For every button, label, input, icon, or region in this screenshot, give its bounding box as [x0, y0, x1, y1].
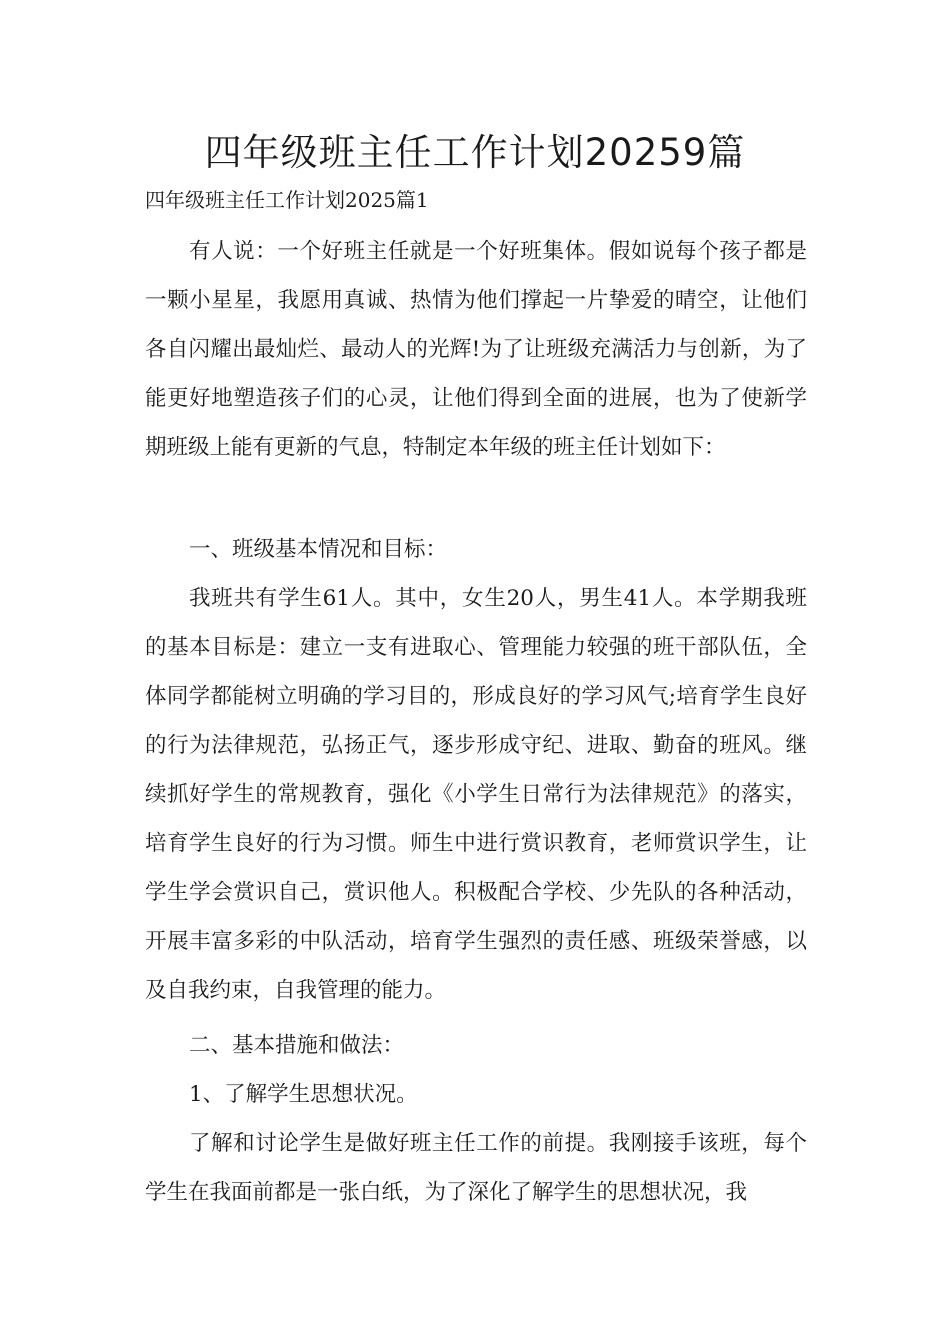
section-heading-class-situation: 一、班级基本情况和目标： [189, 537, 448, 562]
paragraph-intro: 有人说：一个好班主任就是一个好班集体。假如说每个孩子都是一颗小星星，我愿用真诚、热情为他们撑起一片挚爱的晴空，让他们各自闪耀出最灿烂、最动人的光辉!为了让班级充满活力与创新，为了能更好地塑造孩子们的心灵，让他们得到全面的进展，也为了使新学期班级上能有更新的气息，特制定本年级的班主任计划如下： [145, 239, 807, 460]
document-subtitle: 四年级班主任工作计划2025篇1 [145, 188, 429, 212]
paragraph-class-goals: 我班共有学生61人。其中，女生20人，男生41人。本学期我班的基本目标是：建立一支有进取心、管理能力较强的班干部队伍，全体同学都能树立明确的学习目的，形成良好的学习风气;培育学生良好的行为法律规范，弘扬正气，逐步形成守纪、进取、勤奋的班风。继续抓好学生的常规教育，强化《小学生日常行为法律规范》的落实，培育学生良好的行为习惯。师生中进行赏识教育，老师赏识学生，让学生学会赏识自己，赏识他人。积极配合学校、少先队的各种活动，开展丰富多彩的中队活动，培育学生强烈的责任感、班级荣誉感，以及自我约束，自我管理的能力。 [145, 586, 807, 1003]
subsection-heading-understand-students: 1、了解学生思想状况。 [189, 1082, 418, 1107]
paragraph-understand-students: 了解和讨论学生是做好班主任工作的前提。我刚接手该班，每个学生在我面前都是一张白纸，为了深化了解学生的思想状况，我 [145, 1131, 807, 1205]
document-title: 四年级班主任工作计划20259篇 [204, 131, 746, 174]
section-heading-measures: 二、基本措施和做法： [189, 1033, 405, 1058]
